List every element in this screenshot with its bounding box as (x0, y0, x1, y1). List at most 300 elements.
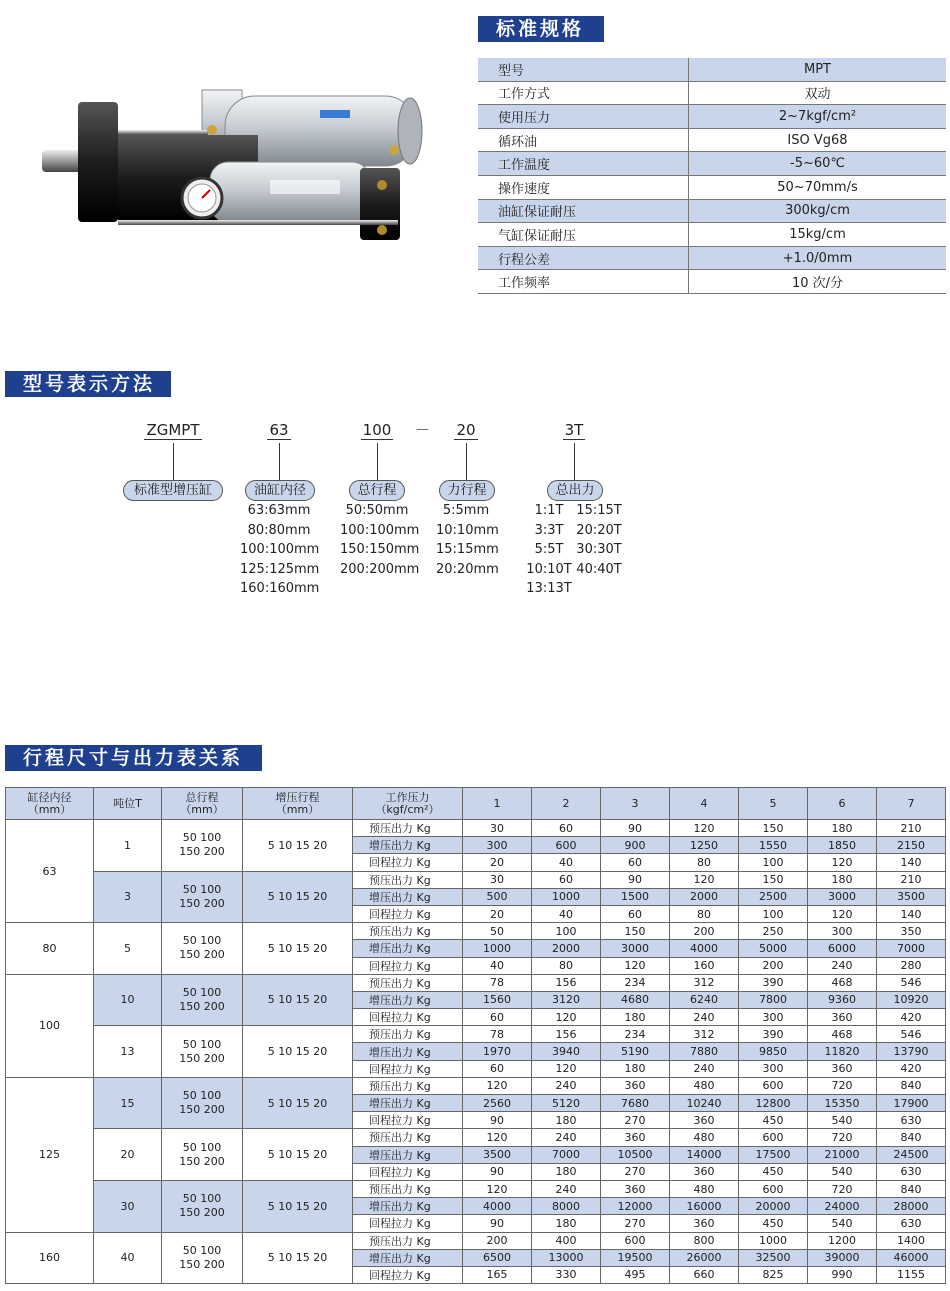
value-cell: 900 (601, 837, 670, 854)
code-bore-text: 63 (269, 421, 289, 439)
spec-key: 工作温度 (478, 152, 689, 176)
row-label: 增压出力 Kg (353, 1249, 463, 1266)
value-cell: 120 (601, 957, 670, 974)
option-item: 15:15mm (436, 542, 499, 557)
value-cell: 180 (601, 1060, 670, 1077)
value-cell: 7880 (670, 1043, 739, 1060)
ton-cell: 20 (94, 1129, 162, 1181)
table-row (6, 1232, 946, 1249)
value-cell: 90 (463, 1215, 532, 1232)
ton-cell: 5 (94, 923, 162, 975)
row-label: 预压出力 Kg (353, 1180, 463, 1197)
value-cell: 150 (739, 871, 808, 888)
value-cell: 312 (670, 974, 739, 991)
value-cell: 100 (532, 923, 601, 940)
value-cell: 60 (601, 905, 670, 922)
value-cell: 4680 (601, 991, 670, 1008)
stroke-cell: 50 100 150 200 (162, 1129, 243, 1181)
value-cell: 4000 (670, 940, 739, 957)
ton-cell: 13 (94, 1026, 162, 1078)
ton-cell: 15 (94, 1077, 162, 1129)
value-cell: 330 (532, 1266, 601, 1283)
option-item: 13:13T (526, 581, 572, 596)
value-cell: 32500 (739, 1249, 808, 1266)
value-cell: 1550 (739, 837, 808, 854)
table-row (6, 820, 946, 837)
ton-cell: 10 (94, 974, 162, 1026)
value-cell: 720 (808, 1180, 877, 1197)
value-cell: 270 (601, 1163, 670, 1180)
row-label: 预压出力 Kg (353, 820, 463, 837)
spec-key: 行程公差 (478, 246, 689, 270)
row-label: 增压出力 Kg (353, 1043, 463, 1060)
value-cell: 200 (463, 1232, 532, 1249)
value-cell: 1850 (808, 837, 877, 854)
value-cell: 240 (532, 1077, 601, 1094)
value-cell: 150 (601, 923, 670, 940)
value-cell: 468 (808, 974, 877, 991)
value-cell: 300 (739, 1009, 808, 1026)
value-cell: 12800 (739, 1095, 808, 1112)
value-cell: 210 (877, 820, 946, 837)
boost-cell: 5 10 15 20 (243, 871, 353, 923)
spec-key: 工作方式 (478, 81, 689, 105)
value-cell: 78 (463, 1026, 532, 1043)
value-cell: 40 (463, 957, 532, 974)
value-cell: 3940 (532, 1043, 601, 1060)
spec-row (478, 223, 946, 247)
code-output-text: 3T (564, 421, 584, 439)
value-cell: 80 (532, 957, 601, 974)
row-label: 增压出力 Kg (353, 1146, 463, 1163)
value-cell: 234 (601, 1026, 670, 1043)
value-cell: 1155 (877, 1266, 946, 1283)
option-item: 3:3T (534, 522, 564, 538)
value-cell: 480 (670, 1180, 739, 1197)
option-item: 10:10mm (436, 522, 499, 538)
spec-row (478, 81, 946, 105)
table-row (6, 1077, 946, 1094)
row-label: 回程拉力 Kg (353, 1266, 463, 1283)
value-cell: 80 (670, 854, 739, 871)
value-cell: 360 (601, 1129, 670, 1146)
value-cell: 600 (601, 1232, 670, 1249)
spec-value: ISO Vg68 (689, 128, 947, 152)
model-code-stroke (358, 421, 396, 440)
spec-section-title: 标准规格 (478, 16, 604, 42)
output-options-b (576, 501, 622, 579)
value-cell: 120 (670, 820, 739, 837)
row-label: 预压出力 Kg (353, 1232, 463, 1249)
value-cell: 480 (670, 1129, 739, 1146)
table-row (6, 1129, 946, 1146)
value-cell: 480 (670, 1077, 739, 1094)
value-cell: 17500 (739, 1146, 808, 1163)
value-cell: 9850 (739, 1043, 808, 1060)
spec-key: 使用压力 (478, 105, 689, 129)
row-label: 回程拉力 Kg (353, 854, 463, 871)
value-cell: 10500 (601, 1146, 670, 1163)
col-boost: 增压行程 （mm） (243, 788, 353, 820)
value-cell: 26000 (670, 1249, 739, 1266)
value-cell: 28000 (877, 1198, 946, 1215)
spec-key: 操作速度 (478, 175, 689, 199)
option-item: 100:100mm (340, 522, 420, 538)
value-cell: 468 (808, 1026, 877, 1043)
stroke-cell: 50 100 150 200 (162, 1232, 243, 1284)
row-label: 增压出力 Kg (353, 991, 463, 1008)
option-item: 80:80mm (247, 522, 311, 538)
value-cell: 1200 (808, 1232, 877, 1249)
value-cell: 630 (877, 1163, 946, 1180)
stroke-cell: 50 100 150 200 (162, 1077, 243, 1129)
value-cell: 120 (532, 1009, 601, 1026)
row-label: 回程拉力 Kg (353, 1163, 463, 1180)
value-cell: 825 (739, 1266, 808, 1283)
value-cell: 3500 (877, 888, 946, 905)
value-cell: 78 (463, 974, 532, 991)
value-cell: 800 (670, 1232, 739, 1249)
value-cell: 7000 (532, 1146, 601, 1163)
value-cell: 120 (670, 871, 739, 888)
value-cell: 3500 (463, 1146, 532, 1163)
value-cell: 540 (808, 1215, 877, 1232)
row-label: 回程拉力 Kg (353, 1112, 463, 1129)
value-cell: 240 (670, 1009, 739, 1026)
model-code-series (140, 421, 206, 440)
value-cell: 840 (877, 1077, 946, 1094)
stroke-output-table (5, 787, 946, 1284)
value-cell: 12000 (601, 1198, 670, 1215)
spec-value: +1.0/0mm (689, 246, 947, 270)
value-cell: 1400 (877, 1232, 946, 1249)
value-cell: 546 (877, 1026, 946, 1043)
value-cell: 300 (808, 923, 877, 940)
value-cell: 630 (877, 1112, 946, 1129)
value-cell: 450 (739, 1163, 808, 1180)
value-cell: 990 (808, 1266, 877, 1283)
value-cell: 80 (670, 905, 739, 922)
boost-cell: 5 10 15 20 (243, 1026, 353, 1078)
spec-row (478, 246, 946, 270)
value-cell: 300 (739, 1060, 808, 1077)
row-label: 回程拉力 Kg (353, 905, 463, 922)
value-cell: 120 (808, 854, 877, 871)
value-cell: 60 (601, 854, 670, 871)
value-cell: 1560 (463, 991, 532, 1008)
value-cell: 360 (670, 1163, 739, 1180)
value-cell: 210 (877, 871, 946, 888)
value-cell: 11820 (808, 1043, 877, 1060)
value-cell: 500 (463, 888, 532, 905)
col-p5: 5 (739, 788, 808, 820)
value-cell: 390 (739, 974, 808, 991)
value-cell: 2560 (463, 1095, 532, 1112)
value-cell: 360 (670, 1215, 739, 1232)
relation-section-title: 行程尺寸与出力表关系 (5, 745, 262, 771)
bore-cell: 100 (6, 974, 94, 1077)
value-cell: 120 (808, 905, 877, 922)
row-label: 增压出力 Kg (353, 1095, 463, 1112)
stroke-options (340, 501, 420, 579)
table-row (6, 871, 946, 888)
stroke-cell: 50 100 150 200 (162, 1180, 243, 1232)
col-p3: 3 (601, 788, 670, 820)
spec-value: 10 次/分 (689, 270, 947, 294)
value-cell: 60 (532, 820, 601, 837)
value-cell: 14000 (670, 1146, 739, 1163)
value-cell: 60 (532, 871, 601, 888)
spec-value: 双动 (689, 81, 947, 105)
bore-cell: 63 (6, 820, 94, 923)
value-cell: 140 (877, 905, 946, 922)
spec-key: 工作频率 (478, 270, 689, 294)
stroke-cell: 50 100 150 200 (162, 820, 243, 872)
option-item: 5:5T (534, 542, 564, 557)
connector-line (173, 443, 174, 480)
value-cell: 6500 (463, 1249, 532, 1266)
value-cell: 3000 (601, 940, 670, 957)
row-label: 增压出力 Kg (353, 1198, 463, 1215)
value-cell: 660 (670, 1266, 739, 1283)
bore-cell: 80 (6, 923, 94, 975)
table-row (6, 1180, 946, 1197)
label-force-stroke: 力行程 (439, 480, 495, 501)
value-cell: 40 (532, 854, 601, 871)
col-p7: 7 (877, 788, 946, 820)
value-cell: 4000 (463, 1198, 532, 1215)
value-cell: 300 (463, 837, 532, 854)
value-cell: 200 (670, 923, 739, 940)
value-cell: 17900 (877, 1095, 946, 1112)
label-stroke: 总行程 (349, 480, 405, 501)
value-cell: 90 (601, 871, 670, 888)
ton-cell: 3 (94, 871, 162, 923)
value-cell: 1000 (739, 1232, 808, 1249)
col-ton: 吨位T (94, 788, 162, 820)
value-cell: 90 (601, 820, 670, 837)
value-cell: 10240 (670, 1095, 739, 1112)
stroke-cell: 50 100 150 200 (162, 1026, 243, 1078)
value-cell: 350 (877, 923, 946, 940)
spec-key: 气缸保证耐压 (478, 223, 689, 247)
code-stroke-text: 100 (362, 421, 392, 439)
value-cell: 20000 (739, 1198, 808, 1215)
row-label: 回程拉力 Kg (353, 1215, 463, 1232)
value-cell: 180 (532, 1215, 601, 1232)
value-cell: 360 (670, 1112, 739, 1129)
value-cell: 180 (808, 871, 877, 888)
value-cell: 2000 (670, 888, 739, 905)
connector-line (466, 443, 467, 480)
option-item: 150:150mm (340, 542, 420, 557)
value-cell: 13790 (877, 1043, 946, 1060)
option-item: 160:160mm (240, 581, 320, 596)
value-cell: 600 (532, 837, 601, 854)
booster-cylinder-image (30, 80, 430, 260)
value-cell: 150 (739, 820, 808, 837)
value-cell: 240 (808, 957, 877, 974)
value-cell: 240 (532, 1129, 601, 1146)
value-cell: 400 (532, 1232, 601, 1249)
value-cell: 24500 (877, 1146, 946, 1163)
value-cell: 120 (463, 1077, 532, 1094)
value-cell: 120 (532, 1060, 601, 1077)
value-cell: 360 (808, 1060, 877, 1077)
value-cell: 7000 (877, 940, 946, 957)
option-item: 30:30T (576, 542, 622, 557)
value-cell: 280 (877, 957, 946, 974)
col-p4: 4 (670, 788, 739, 820)
value-cell: 20 (463, 905, 532, 922)
value-cell: 1500 (601, 888, 670, 905)
ton-cell: 30 (94, 1180, 162, 1232)
row-label: 回程拉力 Kg (353, 957, 463, 974)
option-item: 10:10T (526, 561, 572, 577)
value-cell: 39000 (808, 1249, 877, 1266)
row-label: 预压出力 Kg (353, 871, 463, 888)
value-cell: 450 (739, 1215, 808, 1232)
table-row (6, 974, 946, 991)
table-row (6, 1026, 946, 1043)
spec-value: 15kg/cm (689, 223, 947, 247)
boost-cell: 5 10 15 20 (243, 1077, 353, 1129)
ton-cell: 1 (94, 820, 162, 872)
option-item: 20:20T (576, 522, 622, 538)
row-label: 预压出力 Kg (353, 1129, 463, 1146)
model-code-bore (262, 421, 296, 440)
label-output: 总出力 (547, 480, 603, 501)
boost-cell: 5 10 15 20 (243, 1180, 353, 1232)
value-cell: 630 (877, 1215, 946, 1232)
value-cell: 240 (532, 1180, 601, 1197)
value-cell: 180 (532, 1163, 601, 1180)
stroke-cell: 50 100 150 200 (162, 974, 243, 1026)
value-cell: 60 (463, 1009, 532, 1026)
connector-line (279, 443, 280, 480)
model-code-output (558, 421, 590, 440)
row-label: 预压出力 Kg (353, 923, 463, 940)
value-cell: 312 (670, 1026, 739, 1043)
value-cell: 360 (601, 1077, 670, 1094)
value-cell: 120 (463, 1129, 532, 1146)
value-cell: 495 (601, 1266, 670, 1283)
col-bore: 缸径内径 （mm） (6, 788, 94, 820)
value-cell: 3000 (808, 888, 877, 905)
value-cell: 15350 (808, 1095, 877, 1112)
value-cell: 19500 (601, 1249, 670, 1266)
value-cell: 180 (532, 1112, 601, 1129)
row-label: 增压出力 Kg (353, 888, 463, 905)
value-cell: 9360 (808, 991, 877, 1008)
value-cell: 24000 (808, 1198, 877, 1215)
value-cell: 540 (808, 1112, 877, 1129)
value-cell: 6240 (670, 991, 739, 1008)
spec-row (478, 105, 946, 129)
spec-row (478, 175, 946, 199)
spec-key: 型号 (478, 58, 689, 81)
row-label: 预压出力 Kg (353, 974, 463, 991)
row-label: 增压出力 Kg (353, 837, 463, 854)
value-cell: 2000 (532, 940, 601, 957)
value-cell: 600 (739, 1180, 808, 1197)
spec-row (478, 199, 946, 223)
force-stroke-options (436, 501, 499, 579)
code-series-text: ZGMPT (146, 421, 200, 439)
option-item: 63:63mm (247, 503, 311, 518)
value-cell: 6000 (808, 940, 877, 957)
value-cell: 20 (463, 854, 532, 871)
value-cell: 720 (808, 1129, 877, 1146)
value-cell: 3120 (532, 991, 601, 1008)
value-cell: 420 (877, 1009, 946, 1026)
value-cell: 420 (877, 1060, 946, 1077)
boost-cell: 5 10 15 20 (243, 1129, 353, 1181)
label-series: 标准型增压缸 (123, 480, 223, 501)
value-cell: 600 (739, 1129, 808, 1146)
value-cell: 390 (739, 1026, 808, 1043)
value-cell: 840 (877, 1129, 946, 1146)
value-cell: 160 (670, 957, 739, 974)
row-label: 预压出力 Kg (353, 1026, 463, 1043)
value-cell: 2500 (739, 888, 808, 905)
value-cell: 156 (532, 1026, 601, 1043)
col-p2: 2 (532, 788, 601, 820)
output-options-a (526, 501, 572, 599)
value-cell: 40 (532, 905, 601, 922)
value-cell: 270 (601, 1112, 670, 1129)
boost-cell: 5 10 15 20 (243, 974, 353, 1026)
option-item: 5:5mm (442, 503, 490, 518)
label-bore: 油缸内径 (245, 480, 315, 501)
value-cell: 5120 (532, 1095, 601, 1112)
code-force-stroke-text: 20 (456, 421, 476, 439)
col-stroke: 总行程 （mm） (162, 788, 243, 820)
value-cell: 7680 (601, 1095, 670, 1112)
col-pressure: 工作压力 （kgf/cm²） (353, 788, 463, 820)
option-item: 1:1T (534, 503, 564, 518)
value-cell: 10920 (877, 991, 946, 1008)
value-cell: 234 (601, 974, 670, 991)
col-p6: 6 (808, 788, 877, 820)
value-cell: 90 (463, 1112, 532, 1129)
bore-cell: 160 (6, 1232, 94, 1284)
option-item: 50:50mm (345, 503, 409, 518)
row-label: 增压出力 Kg (353, 940, 463, 957)
ton-cell: 40 (94, 1232, 162, 1284)
value-cell: 200 (739, 957, 808, 974)
value-cell: 7800 (739, 991, 808, 1008)
spec-row (478, 152, 946, 176)
row-label: 回程拉力 Kg (353, 1060, 463, 1077)
bore-options (240, 501, 318, 599)
value-cell: 1000 (463, 940, 532, 957)
connector-line (377, 443, 378, 480)
table-row (6, 923, 946, 940)
value-cell: 240 (670, 1060, 739, 1077)
spec-row (478, 58, 946, 81)
option-item: 15:15T (576, 503, 622, 518)
value-cell: 720 (808, 1077, 877, 1094)
spec-row (478, 128, 946, 152)
option-item: 200:200mm (340, 561, 420, 577)
value-cell: 1250 (670, 837, 739, 854)
value-cell: 90 (463, 1163, 532, 1180)
spec-value: -5~60℃ (689, 152, 947, 176)
value-cell: 1970 (463, 1043, 532, 1060)
spec-table (478, 58, 946, 294)
value-cell: 180 (601, 1009, 670, 1026)
